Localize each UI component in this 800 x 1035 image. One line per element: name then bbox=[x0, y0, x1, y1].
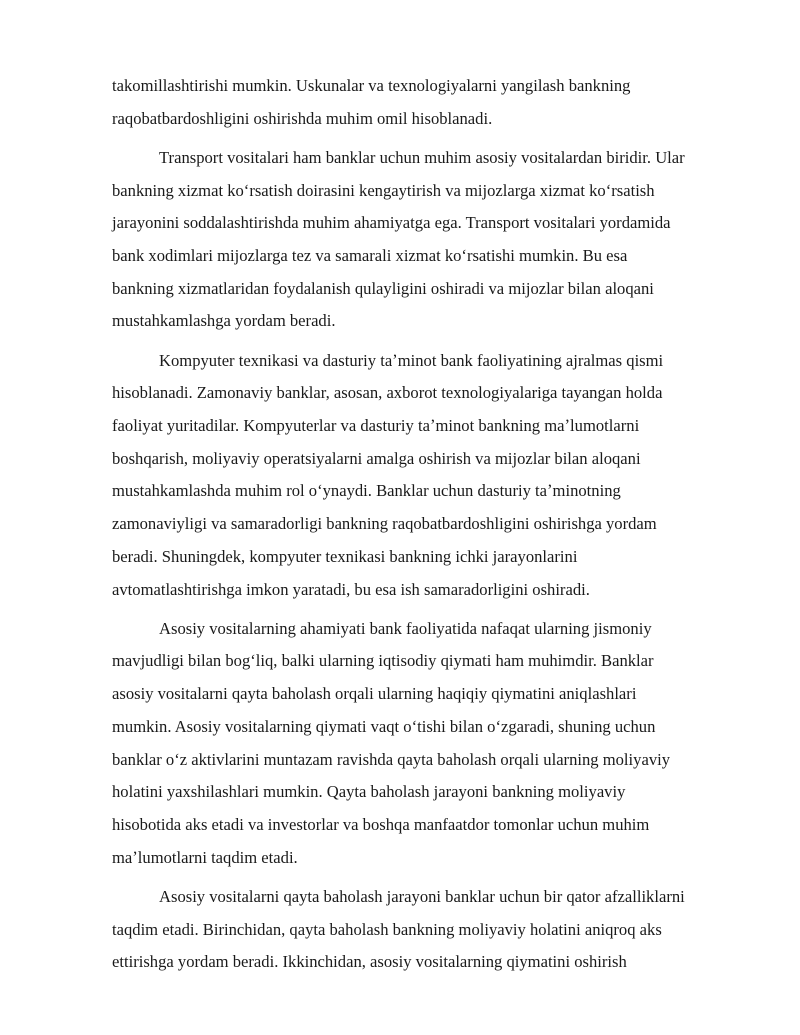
text-line: Transport vositalari ham banklar uchun muhim asosiy vositalardan biridir. Ular bbox=[159, 147, 685, 167]
text-line: asosiy vositalarni qayta baholash orqali ularning haqiqiy qiymatini aniqlashlari bbox=[112, 684, 637, 704]
text-line: bankning xizmatlaridan foydalanish qulayligini oshiradi va mijozlar bilan aloqani bbox=[112, 278, 654, 298]
paragraph-asset-importance bbox=[112, 613, 702, 875]
text-line: Asosiy vositalarni qayta baholash jarayoni banklar uchun bir qator afzalliklarni bbox=[159, 886, 685, 906]
text-line: hisoblanadi. Zamonaviy banklar, asosan, axborot texnologiyalariga tayangan holda bbox=[112, 383, 663, 403]
paragraph-transport bbox=[112, 142, 702, 338]
text-line: Asosiy vositalarning ahamiyati bank faoliyatida nafaqat ularning jismoniy bbox=[159, 618, 652, 638]
text-line: jarayonini soddalashtirishda muhim ahamiyatga ega. Transport vositalari yordamida bbox=[112, 213, 671, 233]
text-line: holatini yaxshilashlari mumkin. Qayta baholash jarayoni bankning moliyaviy bbox=[112, 782, 626, 802]
text-line: taqdim etadi. Birinchidan, qayta baholash bankning moliyaviy holatini aniqroq aks bbox=[112, 919, 662, 939]
text-line: faoliyat yuritadilar. Kompyuterlar va dasturiy taʼminot bankning maʼlumotlarni bbox=[112, 416, 640, 436]
text-line: bankning xizmat koʻrsatish doirasini kengaytirish va mijozlarga xizmat koʻrsatish bbox=[112, 180, 655, 200]
text-line: avtomatlashtirishga imkon yaratadi, bu esa ish samaradorligini oshiradi. bbox=[112, 579, 590, 599]
text-line: bank xodimlari mijozlarga tez va samarali xizmat koʻrsatishi mumkin. Bu esa bbox=[112, 246, 628, 266]
text-line: zamonaviyligi va samaradorligi bankning raqobatbardoshligini oshirishga yordam bbox=[112, 514, 657, 534]
text-line: maʼlumotlarni taqdim etadi. bbox=[112, 847, 298, 867]
text-line: Kompyuter texnikasi va dasturiy taʼminot bank faoliyatining ajralmas qismi bbox=[159, 350, 664, 370]
text-line: takomillashtirishi mumkin. Uskunalar va texnologiyalarni yangilash bankning bbox=[112, 76, 631, 95]
paragraph-revaluation bbox=[112, 881, 702, 979]
text-line: mustahkamlashda muhim rol oʻynaydi. Banklar uchun dasturiy taʼminotning bbox=[112, 481, 621, 501]
text-line: banklar oʻz aktivlarini muntazam ravishda qayta baholash orqali ularning moliyaviy bbox=[112, 749, 671, 769]
document-body bbox=[112, 70, 702, 986]
text-line: hisobotida aks etadi va investorlar va boshqa manfaatdor tomonlar uchun muhim bbox=[112, 814, 650, 834]
text-line: mustahkamlashga yordam beradi. bbox=[112, 311, 336, 331]
text-line: beradi. Shuningdek, kompyuter texnikasi bankning ichki jarayonlarini bbox=[112, 546, 578, 566]
paragraph-computers bbox=[112, 345, 702, 607]
paragraph-continuation bbox=[112, 70, 702, 135]
text-line: raqobatbardoshligini oshirishda muhim omil hisoblanadi. bbox=[112, 108, 493, 128]
text-line: ettirishga yordam beradi. Ikkinchidan, asosiy vositalarning qiymatini oshirish bbox=[112, 952, 627, 972]
text-line: mumkin. Asosiy vositalarning qiymati vaqt oʻtishi bilan oʻzgaradi, shuning uchun bbox=[112, 716, 656, 736]
text-line: mavjudligi bilan bogʻliq, balki ularning iqtisodiy qiymati ham muhimdir. Banklar bbox=[112, 651, 654, 671]
text-line: boshqarish, moliyaviy operatsiyalarni amalga oshirish va mijozlar bilan aloqani bbox=[112, 448, 641, 468]
